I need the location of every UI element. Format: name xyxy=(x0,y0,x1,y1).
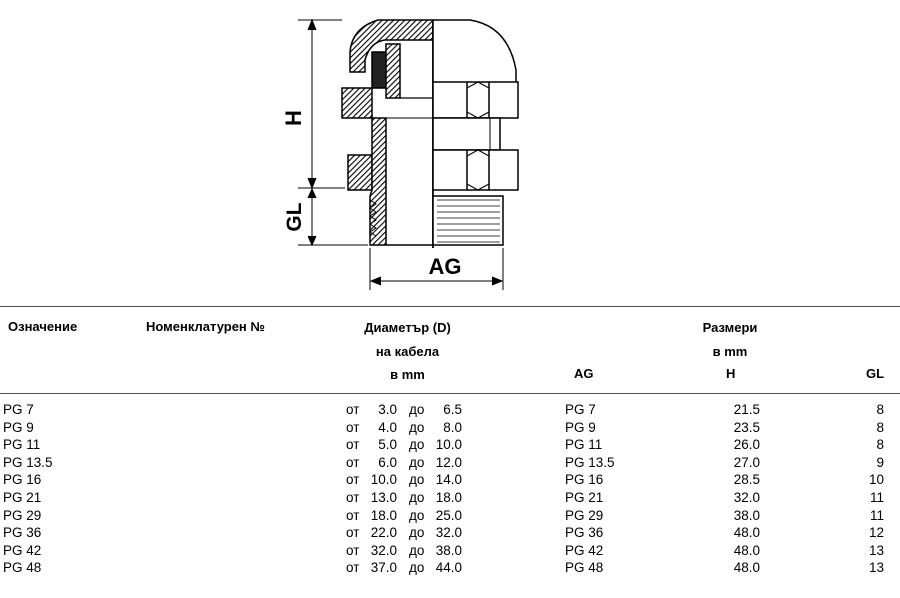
cell-ag: PG 13.5 xyxy=(565,454,615,470)
cell-range-from-word: от xyxy=(346,472,360,488)
cell-ag: PG 29 xyxy=(565,507,604,523)
cell-h: 21.5 xyxy=(733,402,760,417)
cell-gl: 10 xyxy=(868,472,884,488)
cell-range-to-word: до xyxy=(409,560,425,576)
cell-ag: PG 42 xyxy=(565,542,604,558)
gland-right-view xyxy=(433,20,518,245)
cell-range-from-word: от xyxy=(346,402,360,417)
header-diameter-line-3: в mm xyxy=(390,367,425,382)
height-label: H xyxy=(281,110,306,126)
cell-h: 28.5 xyxy=(733,472,760,488)
cell-designation: PG 42 xyxy=(3,542,42,558)
cell-diameter-min: 32.0 xyxy=(370,542,397,558)
cell-range-from-word: от xyxy=(346,525,360,541)
cell-h: 38.0 xyxy=(733,507,760,523)
cell-range-to-word: до xyxy=(409,507,425,523)
cell-diameter-max: 18.0 xyxy=(435,490,462,505)
cell-range-to-word: до xyxy=(409,525,425,541)
cell-diameter-min: 18.0 xyxy=(370,507,397,523)
cell-range-from-word: от xyxy=(346,419,360,435)
cell-ag: PG 16 xyxy=(565,472,604,488)
cell-range-to-word: до xyxy=(409,437,425,453)
cell-diameter-min: 10.0 xyxy=(370,472,397,488)
cell-gl: 8 xyxy=(876,437,884,453)
cell-designation: PG 21 xyxy=(3,490,42,505)
cell-designation: PG 11 xyxy=(3,437,41,453)
cell-h: 48.0 xyxy=(733,542,760,558)
cell-designation: PG 48 xyxy=(3,560,42,576)
cell-range-from-word: от xyxy=(346,560,360,576)
cell-gl: 8 xyxy=(876,402,884,417)
cell-diameter-min: 13.0 xyxy=(370,490,397,505)
header-dimensions-unit: в mm xyxy=(712,344,748,359)
cell-gl: 12 xyxy=(868,525,884,541)
cell-gl: 13 xyxy=(868,560,884,576)
cell-diameter-max: 32.0 xyxy=(435,525,462,541)
cell-ag: PG 9 xyxy=(565,419,596,435)
cell-ag: PG 11 xyxy=(565,437,603,453)
cell-diameter-max: 25.0 xyxy=(435,507,462,523)
header-catalog-number: Номенклатурен № xyxy=(146,319,265,334)
cell-h: 26.0 xyxy=(733,437,760,453)
cell-h: 48.0 xyxy=(733,560,760,576)
cell-h: 32.0 xyxy=(733,490,760,505)
thread-label: AG xyxy=(428,254,462,279)
cell-ag: PG 7 xyxy=(565,402,596,417)
header-h: H xyxy=(726,366,736,381)
cell-diameter-max: 38.0 xyxy=(435,542,462,558)
cell-diameter-min: 3.0 xyxy=(378,402,397,417)
cell-range-to-word: до xyxy=(409,419,425,435)
cell-diameter-max: 8.0 xyxy=(443,419,462,435)
cell-range-to-word: до xyxy=(409,490,425,505)
table-header-rule xyxy=(0,393,900,394)
table-top-rule xyxy=(0,306,900,307)
cell-range-to-word: до xyxy=(409,402,425,417)
cell-ag: PG 48 xyxy=(565,560,604,576)
cell-h: 48.0 xyxy=(733,525,760,541)
gland-left-section xyxy=(342,20,433,248)
cell-range-from-word: от xyxy=(346,437,360,453)
cell-diameter-min: 5.0 xyxy=(378,437,397,453)
cell-range-from-word: от xyxy=(346,490,360,505)
header-gl: GL xyxy=(866,366,885,381)
cell-gl: 13 xyxy=(868,542,884,558)
cell-range-to-word: до xyxy=(409,542,425,558)
cell-diameter-min: 22.0 xyxy=(370,525,397,541)
cell-designation: PG 7 xyxy=(3,402,34,417)
cell-designation: PG 16 xyxy=(3,472,42,488)
cell-range-to-word: до xyxy=(409,472,425,488)
cell-gl: 11 xyxy=(869,490,884,505)
cell-diameter-min: 4.0 xyxy=(378,419,397,435)
cell-gl: 11 xyxy=(869,507,884,523)
cell-diameter-max: 6.5 xyxy=(443,402,462,417)
header-dimensions: Размери xyxy=(702,320,758,335)
cell-diameter-max: 12.0 xyxy=(435,454,462,470)
cell-range-from-word: от xyxy=(346,454,360,470)
header-diameter-line-1: Диаметър (D) xyxy=(364,320,451,335)
cable-gland-drawing xyxy=(270,8,520,293)
cell-diameter-min: 37.0 xyxy=(370,560,397,576)
cell-range-to-word: до xyxy=(409,454,425,470)
cell-diameter-max: 44.0 xyxy=(435,560,462,576)
cell-designation: PG 9 xyxy=(3,419,34,435)
cell-diameter-max: 14.0 xyxy=(435,472,462,488)
cell-h: 27.0 xyxy=(733,454,760,470)
cell-h: 23.5 xyxy=(733,419,760,435)
cell-designation: PG 13.5 xyxy=(3,454,53,470)
cell-designation: PG 36 xyxy=(3,525,42,541)
cell-diameter-min: 6.0 xyxy=(378,454,397,470)
thread-length-label: GL xyxy=(283,202,306,232)
header-ag: AG xyxy=(574,366,594,381)
cell-diameter-max: 10.0 xyxy=(435,437,462,453)
cell-range-from-word: от xyxy=(346,507,360,523)
cell-gl: 9 xyxy=(876,454,884,470)
cell-ag: PG 21 xyxy=(565,490,604,505)
cell-designation: PG 29 xyxy=(3,507,42,523)
cell-gl: 8 xyxy=(876,419,884,435)
header-diameter-line-2: на кабела xyxy=(375,344,440,359)
cell-ag: PG 36 xyxy=(565,525,604,541)
header-designation: Означение xyxy=(8,319,78,334)
cell-range-from-word: от xyxy=(346,542,360,558)
